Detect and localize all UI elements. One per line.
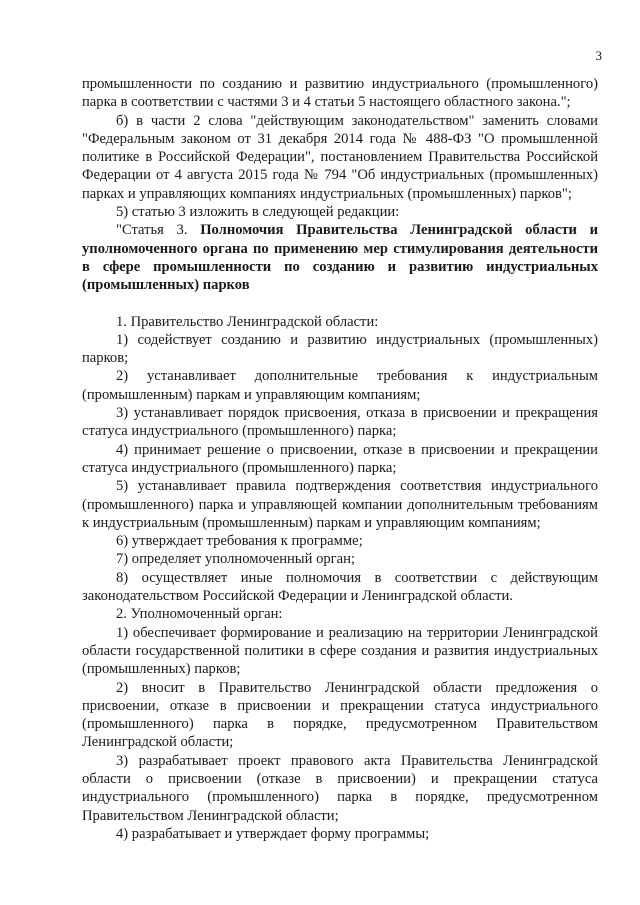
list-item: 1. Правительство Ленинградской области:	[116, 313, 379, 330]
article-title: Полномочия Правительства Ленинградской области и уполномоченного органа по применению мер стимулирования деятельности в сфере промышленности по созданию и развитию индустриальных (промышленных) парков	[82, 222, 599, 294]
list-item: 2) устанавливает дополнительные требования к индустриальным (промышленным) паркам и управляющим компаниям;	[82, 368, 598, 403]
list-item: 2. Уполномоченный орган:	[116, 606, 283, 623]
document-body	[82, 75, 598, 843]
list-item: 4) разрабатывает и утверждает форму программы;	[116, 825, 430, 842]
list-item: 2) вносит в Правительство Ленинградской области предложения о присвоении, отказе в присвоении и прекращении статуса индустриального (промышленного) парка в порядке, предусмотренном Правительством Ленинградской области;	[82, 679, 598, 751]
paragraph: б) в части 2 слова "действующим законодательством" заменить словами "Федеральным законом от 31 декабря 2014 года № 488-ФЗ "О промышленной политике в Российской Федерации", постановлением Правительства Российской Федерации от 4 августа 2015 года № 794 "Об индустриальных (промышленных) парках и управляющих компаниях индустриальных (промышленных) парков";	[82, 112, 598, 202]
paragraph: 5) статью 3 изложить в следующей редакции:	[116, 204, 400, 221]
paragraph: промышленности по созданию и развитию индустриального (промышленного) парка в соответствии с частями 3 и 4 статьи 5 настоящего областного закона.";	[82, 76, 598, 111]
list-item: 3) разрабатывает проект правового акта Правительства Ленинградской области о присвоении (отказе в присвоении) и прекращении статуса индустриального (промышленного) парка в порядке, предусмотренном Правительством Ленинградской области;	[82, 752, 598, 824]
article-heading	[82, 221, 598, 294]
spacer	[82, 295, 598, 313]
list-item: 3) устанавливает порядок присвоения, отказа в присвоении и прекращения статуса индустриального (промышленного) парка;	[82, 405, 598, 440]
list-item: 5) устанавливает правила подтверждения соответствия индустриального (промышленного) парка и управляющей компании дополнительным требованиям к индустриальным (промышленным) паркам и управляющим компаниям;	[82, 478, 598, 531]
list-item: 4) принимает решение о присвоении, отказе в присвоении и прекращении статуса индустриального (промышленного) парка;	[82, 441, 598, 476]
list-item: 1) обеспечивает формирование и реализацию на территории Ленинградской области государственной политики в сфере создания и развития индустриальных (промышленных) парков;	[82, 624, 598, 678]
page-number: 3	[595, 48, 602, 63]
list-item: 7) определяет уполномоченный орган;	[116, 551, 355, 568]
list-item: 8) осуществляет иные полномочия в соответствии с действующим законодательством Российской Федерации и Ленинградской области.	[82, 569, 598, 605]
list-item: 1) содействует созданию и развитию индустриальных (промышленных) парков;	[82, 331, 598, 367]
article-prefix: "Статья 3.	[116, 222, 188, 239]
list-item: 6) утверждает требования к программе;	[116, 533, 363, 550]
